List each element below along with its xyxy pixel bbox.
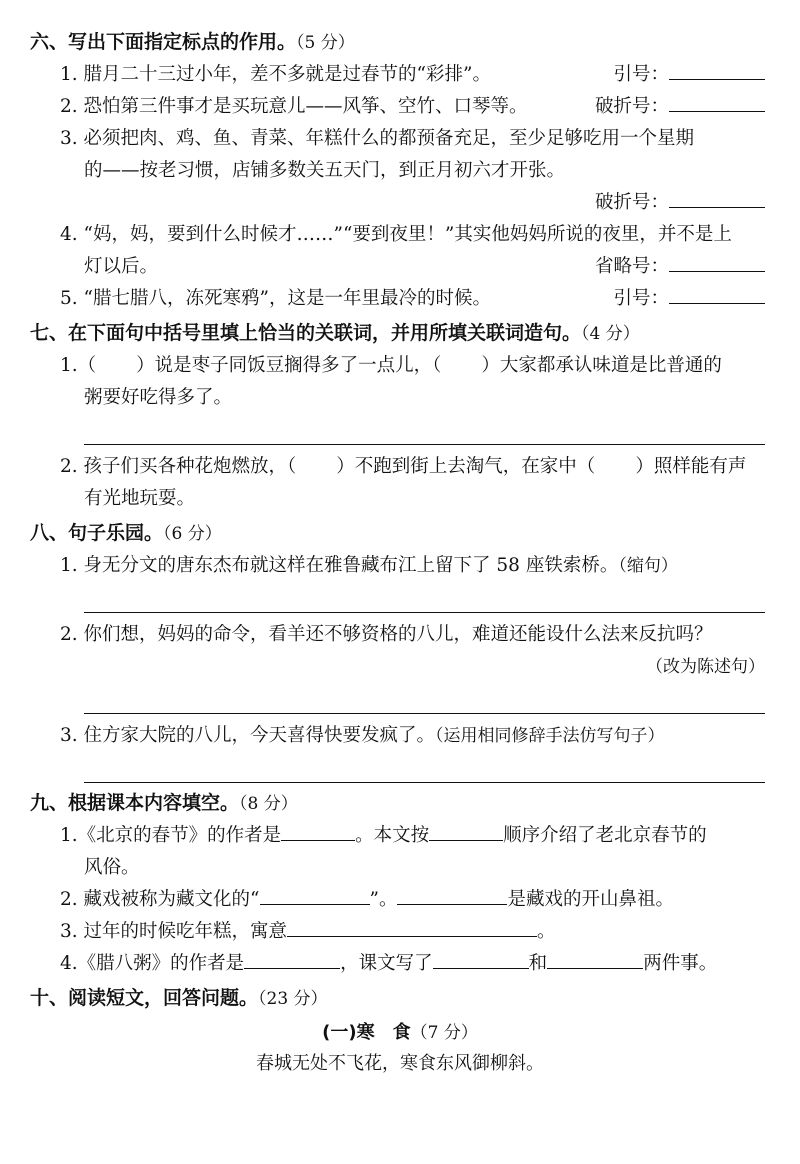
s9-question-2 (60, 884, 765, 916)
s6-q5-label: 引号： (613, 288, 669, 309)
s6-q4-line1: 4. “妈，妈，要到什么时候才……”“要到夜里！”其实他妈妈所说的夜里，并不是上 (60, 224, 732, 245)
s8-question-1 (60, 550, 765, 582)
s7-q1-part-c: ）大家都承认味道是比普通的 (481, 355, 722, 376)
s9-q3-part-a: 3. 过年的时候吃年糕，寓意 (60, 921, 288, 942)
s7-q2-part-b: ）不跑到街上去淘气，在家中（ (336, 456, 596, 477)
s6-q5-text: 5. “腊七腊八，冻死寒鸦”，这是一年里最冷的时候。 (60, 288, 491, 309)
s7-q1-part-b: ）说是枣子同饭豆搁得多了一点儿，（ (136, 355, 442, 376)
s6-q1-label: 引号： (613, 64, 669, 85)
section-6-title (30, 28, 770, 57)
s9-q4-blank-event-1[interactable] (433, 950, 529, 970)
s8-q2-text: 2. 你们想，妈妈的命令，看羊还不够资格的八儿，难道还能设什么法来反抗吗？ (60, 624, 713, 645)
s6-q1-answer-blank[interactable] (669, 61, 765, 81)
s8-q1-hint: （缩句） (618, 556, 678, 576)
s9-q3-part-b: 。 (537, 921, 556, 942)
s9-q1-part-a: 1.《北京的春节》的作者是 (60, 825, 282, 846)
s6-q2-text: 2. 恐怕第三件事才是买玩意儿——风筝、空竹、口琴等。 (60, 96, 528, 117)
s6-question-1 (60, 59, 765, 91)
s8-q3-hint: （运用相同修辞手法仿写句子） (435, 726, 665, 746)
s6-q3-answer-row (60, 187, 765, 219)
s6-q3-answer-blank[interactable] (669, 189, 765, 209)
s9-q2-part-b: ”。 (369, 889, 398, 910)
s6-q2-answer-blank[interactable] (669, 93, 765, 113)
section-7-title (30, 319, 770, 348)
section-9-points: （8 分） (239, 794, 298, 814)
s6-q1-text: 1. 腊月二十三过小年，差不多就是过春节的“彩排”。 (60, 64, 491, 85)
s8-q2-answer-line[interactable] (84, 683, 765, 714)
s9-q2-blank-title[interactable] (260, 886, 370, 906)
s6-question-5 (60, 283, 765, 315)
s6-q3-line1: 3. 必须把肉、鸡、鱼、青菜、年糕什么的都预备充足，至少足够吃用一个星期 (60, 128, 695, 149)
s7-q2-part-a: 2. 孩子们买各种花炮燃放，（ (60, 456, 297, 477)
s9-question-3 (60, 916, 765, 948)
s9-q1-blank-order[interactable] (429, 822, 503, 842)
s8-question-3 (60, 720, 765, 752)
section-10-heading: 十、阅读短文，回答问题。 (30, 987, 259, 1009)
section-7-points: （4 分） (581, 324, 640, 344)
s9-q1-line2: 风俗。 (84, 857, 140, 878)
s8-q2-hint: （改为陈述句） (646, 657, 765, 677)
s9-q2-part-a: 2. 藏戏被称为藏文化的“ (60, 889, 260, 910)
section-9-heading: 九、根据课本内容填空。 (30, 792, 240, 814)
s9-q2-part-c: 是藏戏的开山鼻祖。 (507, 889, 674, 910)
s7-q1-answer-line[interactable] (84, 414, 765, 445)
section-7-heading: 七、在下面句中括号里填上恰当的关联词，并用所填关联词造句。 (30, 322, 582, 344)
s8-q1-text: 1. 身无分文的唐东杰布就这样在雅鲁藏布江上留下了 58 座铁索桥。 (60, 555, 619, 576)
s6-question-2 (60, 91, 765, 123)
s9-q1-blank-author[interactable] (281, 822, 355, 842)
s9-q4-part-d: 两件事。 (643, 953, 718, 974)
s10-sub-points: （7 分） (410, 1023, 478, 1043)
s9-q1-part-c: 顺序介绍了老北京春节的 (503, 825, 707, 846)
s9-q4-part-a: 4.《腊八粥》的作者是 (60, 953, 245, 974)
s7-q2-line2: 有光地玩耍。 (84, 488, 196, 509)
s10-poem-line: 春城无处不飞花，寒食东风御柳斜。 (256, 1053, 544, 1074)
s7-question-2 (60, 451, 765, 515)
s6-q4-line2: 灯以后。 (84, 256, 159, 277)
s9-q3-blank-meaning[interactable] (287, 918, 537, 938)
s6-q3-label: 破折号： (594, 192, 669, 213)
s9-q4-part-b: ，课文写了 (340, 953, 433, 974)
s9-question-1 (60, 820, 765, 884)
s9-question-4 (60, 948, 765, 980)
s9-q1-part-b: 。本文按 (355, 825, 430, 846)
s6-question-4 (60, 219, 765, 283)
section-8-title (30, 519, 770, 548)
s6-q4-answer-blank[interactable] (669, 253, 765, 273)
s6-q5-answer-blank[interactable] (669, 285, 765, 305)
s10-poem-title: (一)寒 食 (322, 1022, 411, 1043)
s9-q4-part-c: 和 (528, 953, 548, 974)
section-8-points: （6 分） (163, 524, 222, 544)
section-8-heading: 八、句子乐园。 (30, 522, 164, 544)
s7-q2-part-c: ）照样能有声 (635, 456, 747, 477)
s8-question-2 (60, 619, 765, 683)
s7-q1-line2: 粥要好吃得多了。 (84, 387, 233, 408)
section-10-title (30, 984, 770, 1013)
section-6-points: （5 分） (296, 33, 355, 53)
s9-q2-blank-founder[interactable] (397, 886, 507, 906)
section-6-heading: 六、写出下面指定标点的作用。 (30, 31, 297, 53)
s9-q4-blank-event-2[interactable] (547, 950, 643, 970)
s6-q3-line2: 的——按老习惯，店铺多数关五天门，到正月初六才开张。 (84, 160, 566, 181)
s7-question-1 (60, 350, 765, 414)
s8-q3-text: 3. 住方家大院的八儿，今天喜得快要发疯了。 (60, 725, 436, 746)
s10-sub-title (30, 1017, 770, 1049)
section-9-title (30, 789, 770, 818)
s7-q1-part-a: 1.（ (60, 355, 97, 376)
s6-q4-label: 省略号： (594, 256, 669, 277)
s8-q3-answer-line[interactable] (84, 752, 765, 783)
s8-q1-answer-line[interactable] (84, 582, 765, 613)
s6-q4-line2-row (60, 251, 765, 283)
s6-question-3 (60, 123, 765, 219)
s6-q2-label: 破折号： (594, 96, 669, 117)
s9-q4-blank-author[interactable] (244, 950, 340, 970)
section-10-points: （23 分） (258, 989, 328, 1009)
